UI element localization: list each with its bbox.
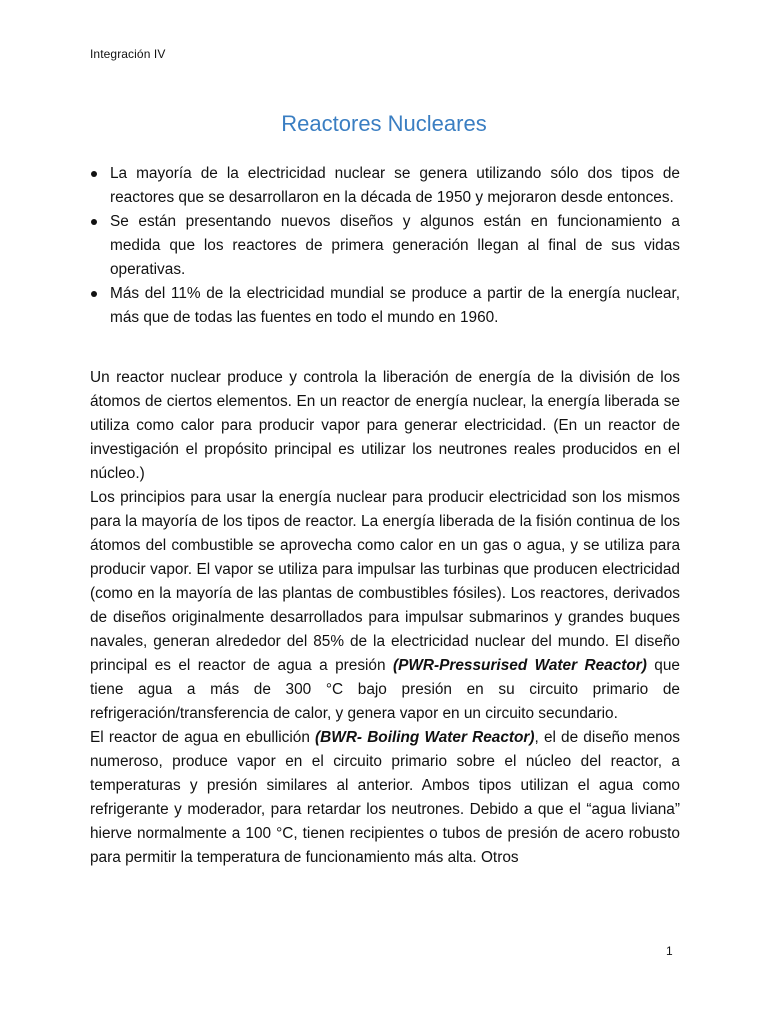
- running-header: Integración IV: [90, 47, 166, 61]
- bullet-item: Se están presentando nuevos diseños y algunos están en funcionamiento a medida que los reactores de primera generación llegan al final de sus vidas operativas.: [90, 210, 680, 282]
- paragraph-2-text-end: que tiene agua a más de 300 °C bajo presión en su circuito primario de refrigeración/transferencia de calor, y genera vapor en un circuito secundario.: [90, 657, 680, 722]
- bullet-item: La mayoría de la electricidad nuclear se genera utilizando sólo dos tipos de reactores que se desarrollaron en la década de 1950 y mejoraron desde entonces.: [90, 162, 680, 210]
- pwr-emphasis: (PWR-Pressurised Water Reactor): [392, 657, 647, 674]
- document-title: Reactores Nucleares: [281, 111, 487, 136]
- page-number: 1: [666, 944, 673, 958]
- bwr-emphasis: (BWR- Boiling Water Reactor): [315, 729, 535, 746]
- bullet-item: Más del 11% de la electricidad mundial se produce a partir de la energía nuclear, más que de todas las fuentes en todo el mundo en 1960.: [90, 282, 680, 330]
- body-text: [90, 366, 680, 870]
- paragraph-2: [90, 486, 680, 726]
- paragraph-2-text-start: Los principios para usar la energía nuclear para producir electricidad son los mismos para la mayoría de los tipos de reactor. La energía liberada de la fisión continua de los átomos del combustible se aprovecha como calor en un gas o agua, y se utiliza para producir vapor. El vapor se utiliza para impulsar las turbinas que producen electricidad (como en la mayoría de las plantas de combustibles fósiles). Los reactores, derivados de diseños originalmente desarrollados para impulsar submarinos y grandes buques navales, generan alrededor del 85% de la electricidad nuclear del mundo. El diseño principal es el reactor de agua a presión: [90, 489, 680, 674]
- paragraph-1: Un reactor nuclear produce y controla la liberación de energía de la división de los átomos de ciertos elementos. En un reactor de energía nuclear, la energía liberada se utiliza como calor para producir vapor para generar electricidad. (En un reactor de investigación el propósito principal es utilizar los neutrones reales producidos en el núcleo.): [90, 369, 680, 482]
- bullet-list: [90, 162, 680, 330]
- paragraph-3: [90, 726, 680, 870]
- paragraph-3-text-start: El reactor de agua en ebullición: [90, 729, 316, 746]
- paragraph-3-text-end: , el de diseño menos numeroso, produce vapor en el circuito primario sobre el núcleo del reactor, a temperaturas y presión similares al anterior. Ambos tipos utilizan el agua como refrigerante y moderador, para retardar los neutrones. Debido a que el “agua liviana” hierve normalmente a 100 °C, tienen recipientes o tubos de presión de acero robusto para permitir la temperatura de funcionamiento más alta. Otros: [90, 729, 680, 866]
